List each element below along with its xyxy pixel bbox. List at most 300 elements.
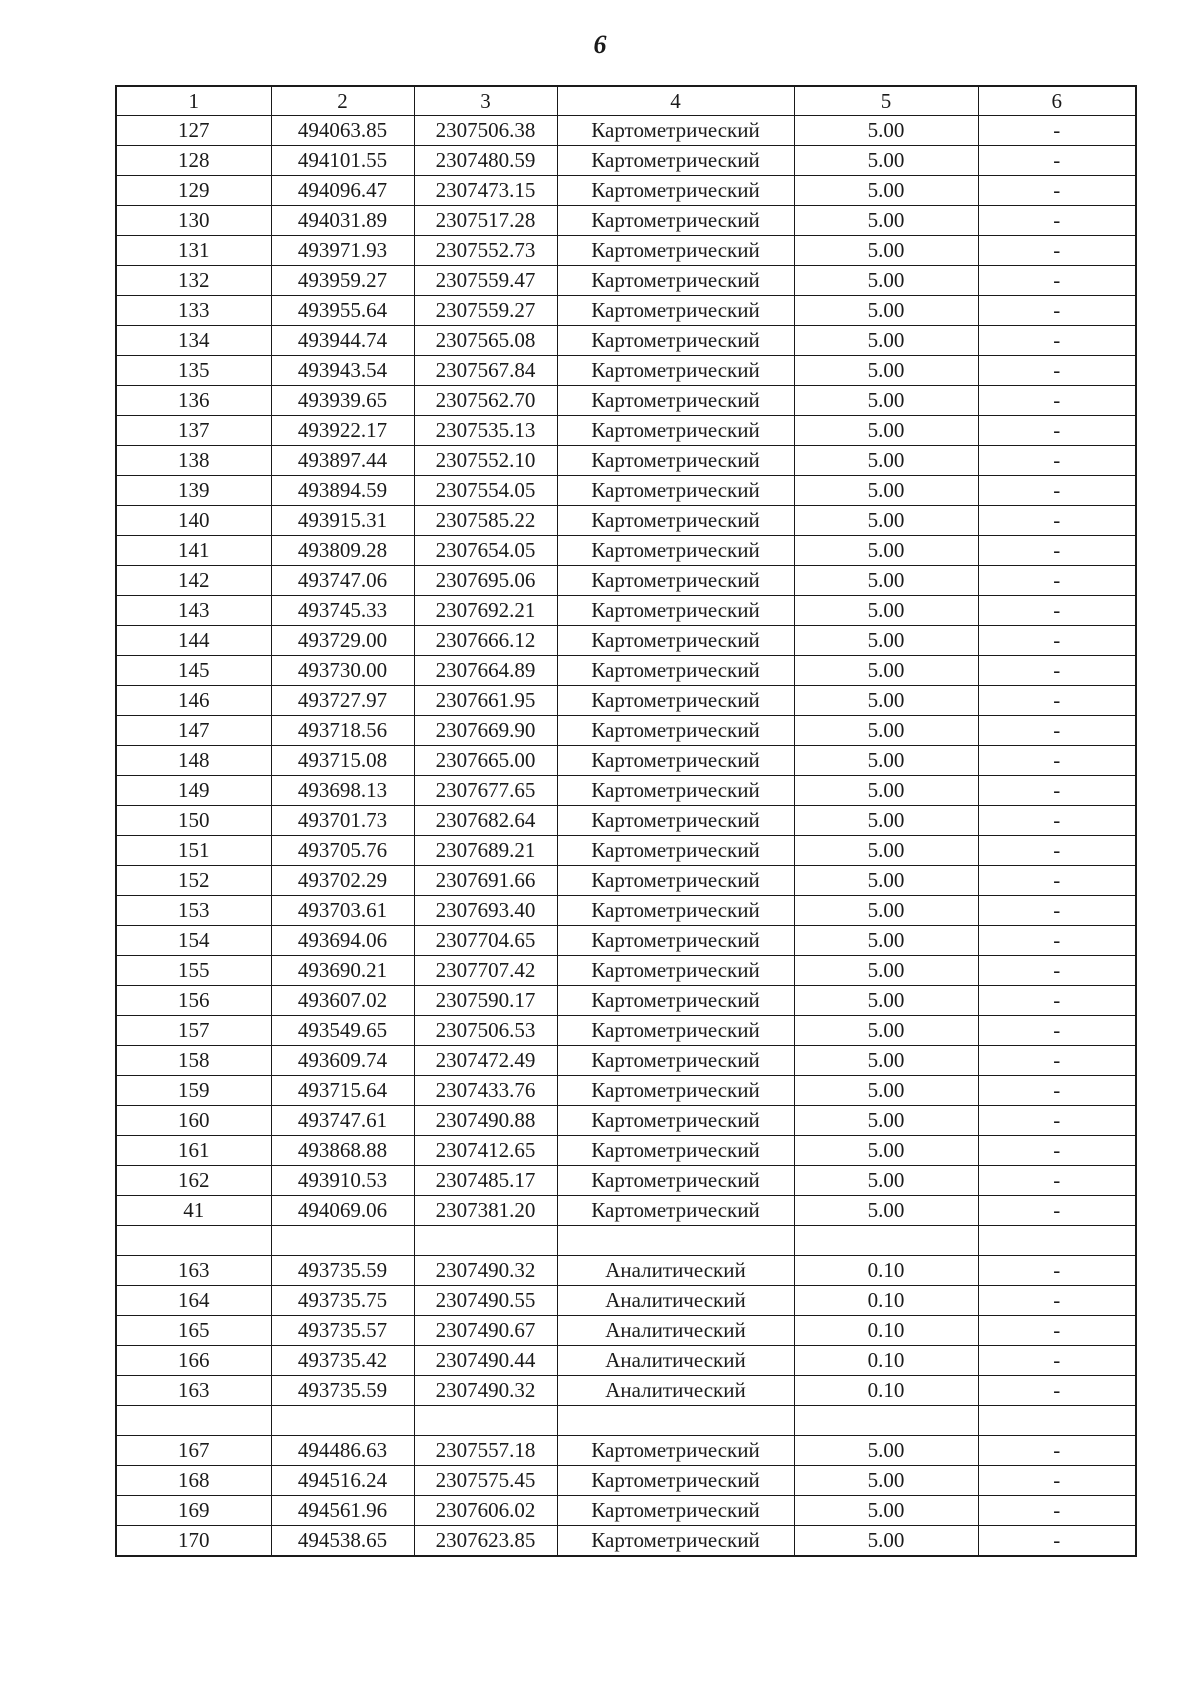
table-row bbox=[116, 536, 1136, 566]
table-row bbox=[116, 1316, 1136, 1346]
point-number-cell: 170 bbox=[116, 1526, 271, 1557]
note-cell: - bbox=[978, 266, 1136, 296]
note-cell: - bbox=[978, 596, 1136, 626]
y-coordinate-cell: 2307590.17 bbox=[414, 986, 557, 1016]
table-row bbox=[116, 566, 1136, 596]
y-coordinate-cell: 2307490.32 bbox=[414, 1376, 557, 1406]
x-coordinate-cell: 493549.65 bbox=[271, 1016, 414, 1046]
accuracy-cell: 5.00 bbox=[794, 176, 978, 206]
y-coordinate-cell: 2307490.55 bbox=[414, 1286, 557, 1316]
method-cell: Картометрический bbox=[557, 1166, 794, 1196]
table-row bbox=[116, 356, 1136, 386]
y-coordinate-cell: 2307552.10 bbox=[414, 446, 557, 476]
accuracy-cell: 5.00 bbox=[794, 416, 978, 446]
method-cell: Картометрический bbox=[557, 1076, 794, 1106]
method-cell: Картометрический bbox=[557, 806, 794, 836]
accuracy-cell: 5.00 bbox=[794, 1526, 978, 1557]
column-header: 5 bbox=[794, 86, 978, 116]
point-number-cell: 167 bbox=[116, 1436, 271, 1466]
note-cell: - bbox=[978, 776, 1136, 806]
y-coordinate-cell: 2307433.76 bbox=[414, 1076, 557, 1106]
method-cell: Картометрический bbox=[557, 716, 794, 746]
table-row bbox=[116, 656, 1136, 686]
point-number-cell: 144 bbox=[116, 626, 271, 656]
y-coordinate-cell: 2307691.66 bbox=[414, 866, 557, 896]
note-cell: - bbox=[978, 1136, 1136, 1166]
note-cell: - bbox=[978, 1166, 1136, 1196]
y-coordinate-cell: 2307567.84 bbox=[414, 356, 557, 386]
x-coordinate-cell: 493944.74 bbox=[271, 326, 414, 356]
x-coordinate-cell: 493703.61 bbox=[271, 896, 414, 926]
accuracy-cell: 5.00 bbox=[794, 686, 978, 716]
point-number-cell: 41 bbox=[116, 1196, 271, 1226]
accuracy-cell: 5.00 bbox=[794, 1136, 978, 1166]
method-cell: Картометрический bbox=[557, 296, 794, 326]
point-number-cell: 133 bbox=[116, 296, 271, 326]
table-row bbox=[116, 896, 1136, 926]
table-row bbox=[116, 1166, 1136, 1196]
point-number-cell: 129 bbox=[116, 176, 271, 206]
method-cell: Картометрический bbox=[557, 866, 794, 896]
table-row bbox=[116, 1226, 1136, 1256]
point-number-cell: 152 bbox=[116, 866, 271, 896]
point-number-cell: 135 bbox=[116, 356, 271, 386]
accuracy-cell: 5.00 bbox=[794, 506, 978, 536]
table-row bbox=[116, 1466, 1136, 1496]
y-coordinate-cell: 2307623.85 bbox=[414, 1526, 557, 1557]
table-row bbox=[116, 146, 1136, 176]
accuracy-cell: 5.00 bbox=[794, 716, 978, 746]
column-header: 6 bbox=[978, 86, 1136, 116]
note-cell: - bbox=[978, 566, 1136, 596]
y-coordinate-cell: 2307669.90 bbox=[414, 716, 557, 746]
x-coordinate-cell: 493694.06 bbox=[271, 926, 414, 956]
method-cell: Картометрический bbox=[557, 926, 794, 956]
point-number-cell: 154 bbox=[116, 926, 271, 956]
column-header: 4 bbox=[557, 86, 794, 116]
method-cell: Картометрический bbox=[557, 326, 794, 356]
method-cell: Картометрический bbox=[557, 356, 794, 386]
x-coordinate-cell: 493727.97 bbox=[271, 686, 414, 716]
note-cell: - bbox=[978, 806, 1136, 836]
accuracy-cell: 5.00 bbox=[794, 476, 978, 506]
table-row bbox=[116, 116, 1136, 146]
method-cell: Картометрический bbox=[557, 1196, 794, 1226]
x-coordinate-cell: 493698.13 bbox=[271, 776, 414, 806]
x-coordinate-cell: 494516.24 bbox=[271, 1466, 414, 1496]
note-cell: - bbox=[978, 1496, 1136, 1526]
point-number-cell: 159 bbox=[116, 1076, 271, 1106]
table-row bbox=[116, 386, 1136, 416]
point-number-cell: 149 bbox=[116, 776, 271, 806]
table-row bbox=[116, 596, 1136, 626]
y-coordinate-cell: 2307695.06 bbox=[414, 566, 557, 596]
accuracy-cell: 5.00 bbox=[794, 776, 978, 806]
accuracy-cell: 5.00 bbox=[794, 146, 978, 176]
method-cell bbox=[557, 1406, 794, 1436]
page-number: 6 bbox=[593, 30, 607, 59]
y-coordinate-cell: 2307506.38 bbox=[414, 116, 557, 146]
table-row bbox=[116, 1496, 1136, 1526]
x-coordinate-cell: 493868.88 bbox=[271, 1136, 414, 1166]
accuracy-cell: 0.10 bbox=[794, 1316, 978, 1346]
method-cell: Аналитический bbox=[557, 1286, 794, 1316]
x-coordinate-cell: 494561.96 bbox=[271, 1496, 414, 1526]
accuracy-cell: 5.00 bbox=[794, 266, 978, 296]
method-cell: Картометрический bbox=[557, 116, 794, 146]
note-cell: - bbox=[978, 416, 1136, 446]
y-coordinate-cell: 2307472.49 bbox=[414, 1046, 557, 1076]
point-number-cell: 140 bbox=[116, 506, 271, 536]
point-number-cell: 157 bbox=[116, 1016, 271, 1046]
x-coordinate-cell: 493729.00 bbox=[271, 626, 414, 656]
point-number-cell: 150 bbox=[116, 806, 271, 836]
point-number-cell: 143 bbox=[116, 596, 271, 626]
note-cell: - bbox=[978, 506, 1136, 536]
method-cell: Картометрический bbox=[557, 536, 794, 566]
note-cell: - bbox=[978, 536, 1136, 566]
note-cell: - bbox=[978, 356, 1136, 386]
x-coordinate-cell: 493943.54 bbox=[271, 356, 414, 386]
x-coordinate-cell: 493609.74 bbox=[271, 1046, 414, 1076]
x-coordinate-cell: 493718.56 bbox=[271, 716, 414, 746]
accuracy-cell: 5.00 bbox=[794, 1166, 978, 1196]
accuracy-cell: 0.10 bbox=[794, 1256, 978, 1286]
method-cell: Картометрический bbox=[557, 1436, 794, 1466]
coordinates-table bbox=[115, 85, 1137, 1557]
y-coordinate-cell: 2307661.95 bbox=[414, 686, 557, 716]
table-row bbox=[116, 1106, 1136, 1136]
y-coordinate-cell: 2307666.12 bbox=[414, 626, 557, 656]
point-number-cell: 160 bbox=[116, 1106, 271, 1136]
y-coordinate-cell: 2307412.65 bbox=[414, 1136, 557, 1166]
x-coordinate-cell: 493735.59 bbox=[271, 1256, 414, 1286]
accuracy-cell: 5.00 bbox=[794, 656, 978, 686]
x-coordinate-cell bbox=[271, 1226, 414, 1256]
y-coordinate-cell: 2307585.22 bbox=[414, 506, 557, 536]
point-number-cell: 148 bbox=[116, 746, 271, 776]
x-coordinate-cell: 493735.75 bbox=[271, 1286, 414, 1316]
y-coordinate-cell: 2307485.17 bbox=[414, 1166, 557, 1196]
point-number-cell: 139 bbox=[116, 476, 271, 506]
y-coordinate-cell: 2307664.89 bbox=[414, 656, 557, 686]
method-cell: Картометрический bbox=[557, 176, 794, 206]
y-coordinate-cell: 2307552.73 bbox=[414, 236, 557, 266]
accuracy-cell: 5.00 bbox=[794, 596, 978, 626]
method-cell: Картометрический bbox=[557, 146, 794, 176]
method-cell: Картометрический bbox=[557, 1046, 794, 1076]
note-cell: - bbox=[978, 176, 1136, 206]
y-coordinate-cell: 2307535.13 bbox=[414, 416, 557, 446]
accuracy-cell: 5.00 bbox=[794, 1076, 978, 1106]
x-coordinate-cell: 493922.17 bbox=[271, 416, 414, 446]
x-coordinate-cell: 493915.31 bbox=[271, 506, 414, 536]
method-cell: Картометрический bbox=[557, 1016, 794, 1046]
note-cell: - bbox=[978, 1196, 1136, 1226]
x-coordinate-cell: 493701.73 bbox=[271, 806, 414, 836]
accuracy-cell: 5.00 bbox=[794, 356, 978, 386]
accuracy-cell: 5.00 bbox=[794, 446, 978, 476]
table-row bbox=[116, 986, 1136, 1016]
x-coordinate-cell: 493910.53 bbox=[271, 1166, 414, 1196]
accuracy-cell: 5.00 bbox=[794, 956, 978, 986]
table-row bbox=[116, 686, 1136, 716]
method-cell: Картометрический bbox=[557, 206, 794, 236]
accuracy-cell: 5.00 bbox=[794, 566, 978, 596]
table-row bbox=[116, 176, 1136, 206]
y-coordinate-cell: 2307704.65 bbox=[414, 926, 557, 956]
y-coordinate-cell: 2307665.00 bbox=[414, 746, 557, 776]
note-cell: - bbox=[978, 476, 1136, 506]
method-cell: Аналитический bbox=[557, 1376, 794, 1406]
point-number-cell: 168 bbox=[116, 1466, 271, 1496]
table-row bbox=[116, 1256, 1136, 1286]
point-number-cell: 145 bbox=[116, 656, 271, 686]
note-cell: - bbox=[978, 146, 1136, 176]
method-cell: Картометрический bbox=[557, 236, 794, 266]
point-number-cell: 162 bbox=[116, 1166, 271, 1196]
note-cell: - bbox=[978, 446, 1136, 476]
y-coordinate-cell: 2307473.15 bbox=[414, 176, 557, 206]
y-coordinate-cell: 2307381.20 bbox=[414, 1196, 557, 1226]
column-header: 3 bbox=[414, 86, 557, 116]
note-cell: - bbox=[978, 1376, 1136, 1406]
x-coordinate-cell: 494069.06 bbox=[271, 1196, 414, 1226]
note-cell: - bbox=[978, 236, 1136, 266]
table-row bbox=[116, 206, 1136, 236]
table-row bbox=[116, 956, 1136, 986]
y-coordinate-cell: 2307562.70 bbox=[414, 386, 557, 416]
note-cell: - bbox=[978, 896, 1136, 926]
x-coordinate-cell: 493747.06 bbox=[271, 566, 414, 596]
point-number-cell: 136 bbox=[116, 386, 271, 416]
table-row bbox=[116, 1286, 1136, 1316]
table-row bbox=[116, 236, 1136, 266]
accuracy-cell: 5.00 bbox=[794, 1466, 978, 1496]
y-coordinate-cell bbox=[414, 1406, 557, 1436]
accuracy-cell: 5.00 bbox=[794, 836, 978, 866]
method-cell: Картометрический bbox=[557, 386, 794, 416]
y-coordinate-cell: 2307565.08 bbox=[414, 326, 557, 356]
method-cell: Картометрический bbox=[557, 836, 794, 866]
accuracy-cell: 5.00 bbox=[794, 896, 978, 926]
x-coordinate-cell: 493959.27 bbox=[271, 266, 414, 296]
accuracy-cell: 5.00 bbox=[794, 1436, 978, 1466]
point-number-cell: 169 bbox=[116, 1496, 271, 1526]
point-number-cell: 158 bbox=[116, 1046, 271, 1076]
method-cell: Картометрический bbox=[557, 1106, 794, 1136]
note-cell: - bbox=[978, 656, 1136, 686]
y-coordinate-cell: 2307682.64 bbox=[414, 806, 557, 836]
x-coordinate-cell: 494063.85 bbox=[271, 116, 414, 146]
accuracy-cell: 5.00 bbox=[794, 206, 978, 236]
note-cell: - bbox=[978, 686, 1136, 716]
point-number-cell: 134 bbox=[116, 326, 271, 356]
point-number-cell: 147 bbox=[116, 716, 271, 746]
accuracy-cell: 5.00 bbox=[794, 1196, 978, 1226]
y-coordinate-cell: 2307559.27 bbox=[414, 296, 557, 326]
accuracy-cell: 5.00 bbox=[794, 806, 978, 836]
method-cell: Картометрический bbox=[557, 1136, 794, 1166]
table-row bbox=[116, 1376, 1136, 1406]
method-cell: Картометрический bbox=[557, 596, 794, 626]
note-cell: - bbox=[978, 326, 1136, 356]
method-cell: Картометрический bbox=[557, 1496, 794, 1526]
note-cell: - bbox=[978, 1256, 1136, 1286]
table-row bbox=[116, 476, 1136, 506]
x-coordinate-cell: 494538.65 bbox=[271, 1526, 414, 1557]
method-cell: Картометрический bbox=[557, 416, 794, 446]
note-cell: - bbox=[978, 716, 1136, 746]
table-row bbox=[116, 1136, 1136, 1166]
method-cell bbox=[557, 1226, 794, 1256]
accuracy-cell: 5.00 bbox=[794, 386, 978, 416]
table-row bbox=[116, 866, 1136, 896]
column-header: 2 bbox=[271, 86, 414, 116]
x-coordinate-cell: 494101.55 bbox=[271, 146, 414, 176]
y-coordinate-cell: 2307575.45 bbox=[414, 1466, 557, 1496]
note-cell: - bbox=[978, 1346, 1136, 1376]
x-coordinate-cell: 494031.89 bbox=[271, 206, 414, 236]
table-row bbox=[116, 716, 1136, 746]
y-coordinate-cell: 2307692.21 bbox=[414, 596, 557, 626]
table-row bbox=[116, 446, 1136, 476]
method-cell: Аналитический bbox=[557, 1346, 794, 1376]
method-cell: Картометрический bbox=[557, 986, 794, 1016]
y-coordinate-cell: 2307517.28 bbox=[414, 206, 557, 236]
method-cell: Картометрический bbox=[557, 1526, 794, 1557]
point-number-cell: 166 bbox=[116, 1346, 271, 1376]
y-coordinate-cell: 2307559.47 bbox=[414, 266, 557, 296]
y-coordinate-cell bbox=[414, 1226, 557, 1256]
x-coordinate-cell: 494096.47 bbox=[271, 176, 414, 206]
table-row bbox=[116, 1046, 1136, 1076]
note-cell: - bbox=[978, 1106, 1136, 1136]
note-cell: - bbox=[978, 866, 1136, 896]
accuracy-cell: 5.00 bbox=[794, 746, 978, 776]
note-cell: - bbox=[978, 206, 1136, 236]
accuracy-cell: 5.00 bbox=[794, 236, 978, 266]
point-number-cell bbox=[116, 1406, 271, 1436]
x-coordinate-cell: 493955.64 bbox=[271, 296, 414, 326]
x-coordinate-cell: 493715.64 bbox=[271, 1076, 414, 1106]
note-cell: - bbox=[978, 956, 1136, 986]
accuracy-cell bbox=[794, 1406, 978, 1436]
method-cell: Картометрический bbox=[557, 746, 794, 776]
table-row bbox=[116, 1526, 1136, 1557]
point-number-cell: 141 bbox=[116, 536, 271, 566]
table-row bbox=[116, 836, 1136, 866]
note-cell: - bbox=[978, 1286, 1136, 1316]
method-cell: Картометрический bbox=[557, 446, 794, 476]
x-coordinate-cell bbox=[271, 1406, 414, 1436]
table-row bbox=[116, 626, 1136, 656]
accuracy-cell: 5.00 bbox=[794, 1046, 978, 1076]
x-coordinate-cell: 493715.08 bbox=[271, 746, 414, 776]
x-coordinate-cell: 493705.76 bbox=[271, 836, 414, 866]
point-number-cell: 130 bbox=[116, 206, 271, 236]
y-coordinate-cell: 2307606.02 bbox=[414, 1496, 557, 1526]
y-coordinate-cell: 2307490.44 bbox=[414, 1346, 557, 1376]
method-cell: Картометрический bbox=[557, 686, 794, 716]
table-row bbox=[116, 326, 1136, 356]
point-number-cell: 128 bbox=[116, 146, 271, 176]
x-coordinate-cell: 493607.02 bbox=[271, 986, 414, 1016]
y-coordinate-cell: 2307480.59 bbox=[414, 146, 557, 176]
x-coordinate-cell: 493735.42 bbox=[271, 1346, 414, 1376]
note-cell: - bbox=[978, 1466, 1136, 1496]
accuracy-cell: 5.00 bbox=[794, 296, 978, 326]
x-coordinate-cell: 493745.33 bbox=[271, 596, 414, 626]
table-row bbox=[116, 776, 1136, 806]
table-row bbox=[116, 1406, 1136, 1436]
table-body bbox=[116, 116, 1136, 1557]
table-row bbox=[116, 1346, 1136, 1376]
accuracy-cell: 0.10 bbox=[794, 1346, 978, 1376]
table-row bbox=[116, 1196, 1136, 1226]
table-header bbox=[116, 86, 1136, 116]
x-coordinate-cell: 493894.59 bbox=[271, 476, 414, 506]
x-coordinate-cell: 493939.65 bbox=[271, 386, 414, 416]
point-number-cell: 164 bbox=[116, 1286, 271, 1316]
point-number-cell: 163 bbox=[116, 1376, 271, 1406]
table-row bbox=[116, 1436, 1136, 1466]
column-header: 1 bbox=[116, 86, 271, 116]
y-coordinate-cell: 2307693.40 bbox=[414, 896, 557, 926]
note-cell: - bbox=[978, 1316, 1136, 1346]
y-coordinate-cell: 2307707.42 bbox=[414, 956, 557, 986]
note-cell bbox=[978, 1406, 1136, 1436]
x-coordinate-cell: 493690.21 bbox=[271, 956, 414, 986]
y-coordinate-cell: 2307677.65 bbox=[414, 776, 557, 806]
table-row bbox=[116, 746, 1136, 776]
method-cell: Картометрический bbox=[557, 656, 794, 686]
point-number-cell: 127 bbox=[116, 116, 271, 146]
accuracy-cell: 5.00 bbox=[794, 1106, 978, 1136]
x-coordinate-cell: 493809.28 bbox=[271, 536, 414, 566]
point-number-cell bbox=[116, 1226, 271, 1256]
x-coordinate-cell: 493971.93 bbox=[271, 236, 414, 266]
x-coordinate-cell: 493747.61 bbox=[271, 1106, 414, 1136]
y-coordinate-cell: 2307689.21 bbox=[414, 836, 557, 866]
y-coordinate-cell: 2307490.88 bbox=[414, 1106, 557, 1136]
point-number-cell: 142 bbox=[116, 566, 271, 596]
method-cell: Аналитический bbox=[557, 1316, 794, 1346]
accuracy-cell: 5.00 bbox=[794, 926, 978, 956]
method-cell: Картометрический bbox=[557, 956, 794, 986]
note-cell: - bbox=[978, 296, 1136, 326]
accuracy-cell: 5.00 bbox=[794, 326, 978, 356]
x-coordinate-cell: 493735.59 bbox=[271, 1376, 414, 1406]
note-cell: - bbox=[978, 926, 1136, 956]
accuracy-cell: 0.10 bbox=[794, 1286, 978, 1316]
header-row bbox=[116, 86, 1136, 116]
x-coordinate-cell: 493735.57 bbox=[271, 1316, 414, 1346]
table-row bbox=[116, 926, 1136, 956]
note-cell: - bbox=[978, 386, 1136, 416]
method-cell: Картометрический bbox=[557, 566, 794, 596]
accuracy-cell: 5.00 bbox=[794, 536, 978, 566]
point-number-cell: 161 bbox=[116, 1136, 271, 1166]
method-cell: Картометрический bbox=[557, 626, 794, 656]
x-coordinate-cell: 493897.44 bbox=[271, 446, 414, 476]
note-cell: - bbox=[978, 116, 1136, 146]
point-number-cell: 146 bbox=[116, 686, 271, 716]
table-row bbox=[116, 1076, 1136, 1106]
note-cell: - bbox=[978, 836, 1136, 866]
note-cell: - bbox=[978, 1526, 1136, 1557]
table-row bbox=[116, 296, 1136, 326]
